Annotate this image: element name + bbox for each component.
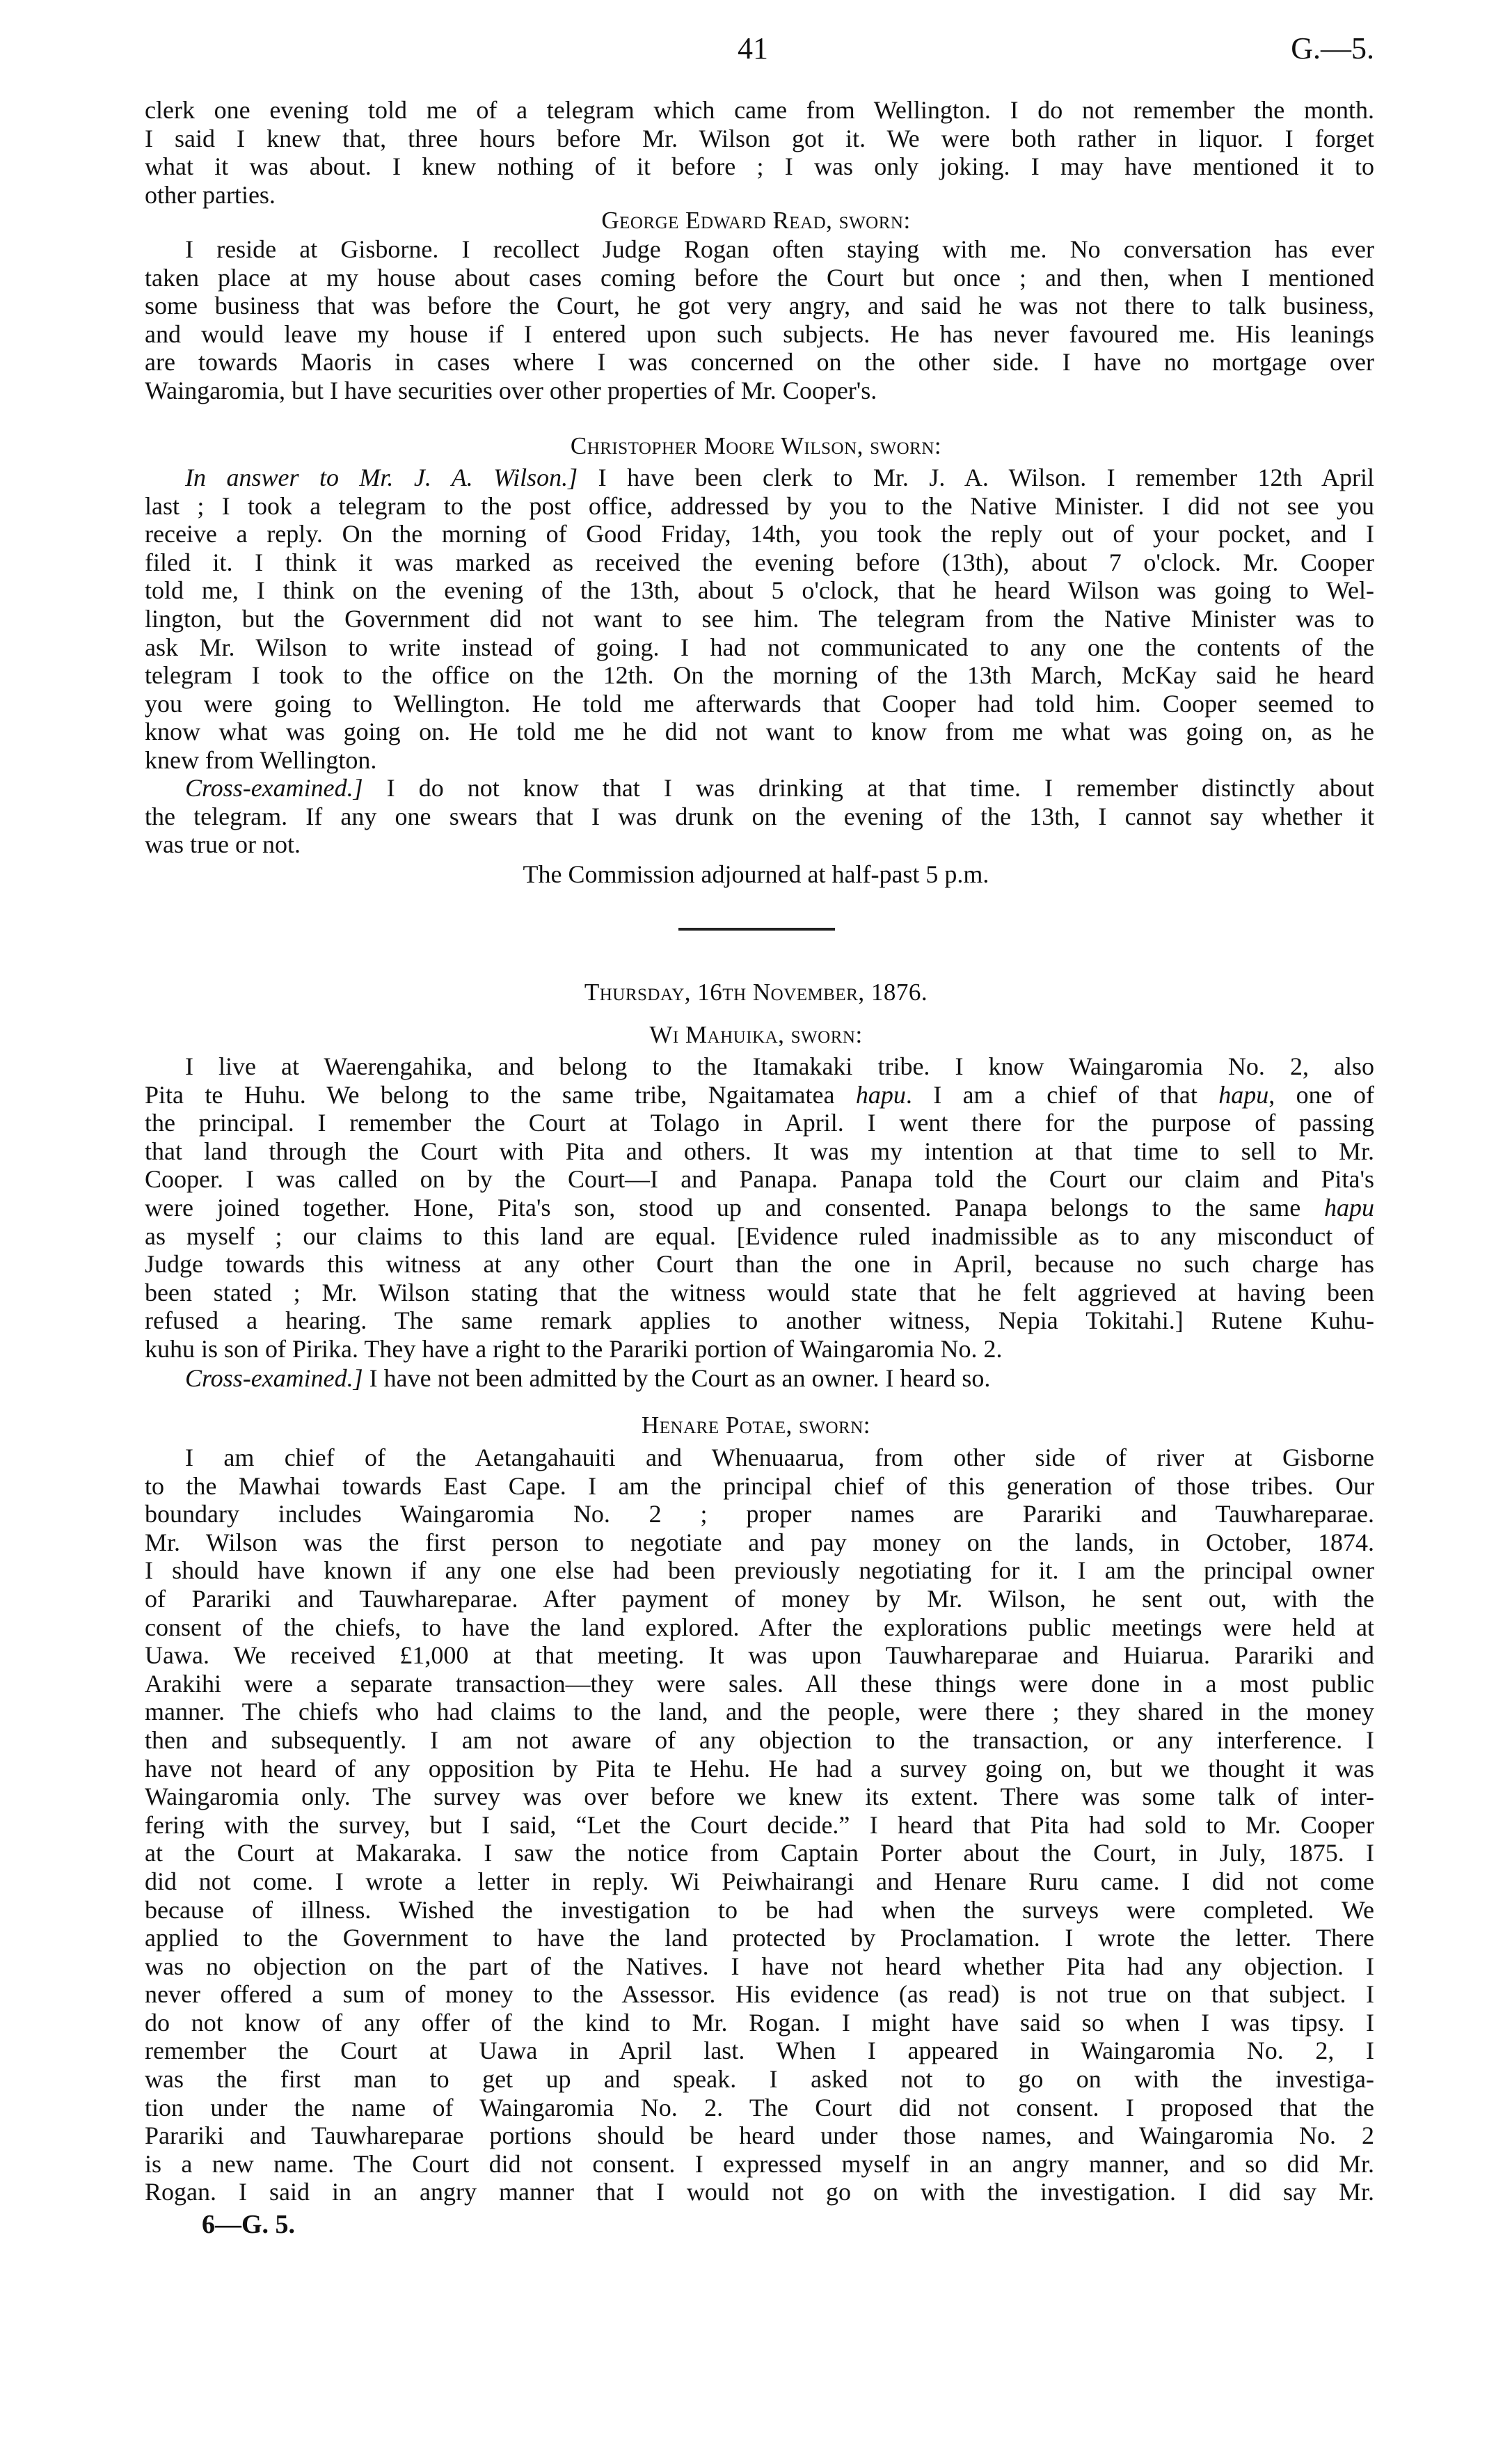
text-line: Uawa. We received £1,000 at that meeting. It was upon Tauwhareparae and Huiarua. Parariki and: [145, 1641, 1374, 1670]
text-line: applied to the Government to have the land protected by Proclamation. I wrote the letter. There: [145, 1924, 1374, 1952]
text-segment: Pita te Huhu. We belong to the same tribe, Ngaitamatea: [145, 1080, 856, 1109]
text-line: [145, 1194, 1374, 1222]
witness-heading-mahuika: Wi Mahuika, sworn:: [649, 1021, 863, 1048]
text-line: tion under the name of Waingaromia No. 2. The Court did not consent. I proposed that the: [145, 2093, 1374, 2121]
text-line: what it was about. I knew nothing of it before ; I was only joking. I may have mentioned it to: [145, 152, 1374, 181]
text-line: I should have known if any one else had been previously negotiating for it. I am the principal owner: [145, 1556, 1374, 1585]
text-line: have not heard of any opposition by Pita te Hehu. He had a survey going on, but we thought it was: [145, 1754, 1374, 1783]
text-line: told me, I think on the evening of the 13th, about 5 o'clock, that he heard Wilson was going to Wel-: [145, 576, 1374, 605]
italic-text: Cross-examined.]: [185, 774, 363, 802]
text-line: Judge towards this witness at any other Court than the one in April, because no such charge has: [145, 1250, 1374, 1279]
text-segment: . I am a chief of that: [905, 1080, 1219, 1109]
text-line: as myself ; our claims to this land are equal. [Evidence ruled inadmissible as to any misconduct of: [145, 1222, 1374, 1250]
text-line: [145, 464, 1374, 492]
witness-heading-read: George Edward Read, sworn:: [601, 207, 911, 234]
text-line: is a new name. The Court did not consent. I expressed myself in an angry manner, and so did Mr.: [145, 2149, 1374, 2178]
italic-text: hapu: [855, 1080, 906, 1109]
page-number: 41: [738, 31, 768, 65]
text-line: manner. The chiefs who had claims to the land, and the people, were there ; they shared in the money: [145, 1698, 1374, 1726]
text-line: remember the Court at Uawa in April last. When I appeared in Waingaromia No. 2, I: [145, 2037, 1374, 2065]
text-line: consent of the chiefs, to have the land explored. After the explorations public meetings were held at: [145, 1613, 1374, 1641]
paragraph: [145, 1444, 1374, 2206]
text-line: was no objection on the part of the Natives. I have not heard whether Pita had any objection. I: [145, 1952, 1374, 1980]
text-line: filed it. I think it was marked as received the evening before (13th), about 7 o'clock. Mr. Cooper: [145, 548, 1374, 576]
text-segment: I do not know that I was drinking at that time. I remember distinctly about: [363, 774, 1374, 802]
document-series: G.—5.: [1291, 31, 1374, 65]
paragraph: [145, 235, 1374, 405]
italic-text: hapu: [1324, 1193, 1374, 1222]
text-line: I live at Waerengahika, and belong to the Itamakaki tribe. I know Waingaromia No. 2, also: [185, 1052, 1374, 1080]
text-line: boundary includes Waingaromia No. 2 ; proper names are Parariki and Tauwhareparae.: [145, 1500, 1374, 1528]
text-line: Waingaromia, but I have securities over other properties of Mr. Cooper's.: [145, 376, 877, 404]
text-line: at the Court at Makaraka. I saw the notice from Captain Porter about the Court, in July, 1875. I: [145, 1839, 1374, 1867]
adjournment-note: The Commission adjourned at half-past 5 p.m.: [523, 860, 989, 888]
text-line: been stated ; Mr. Wilson stating that the witness would state that he felt aggrieved at having been: [145, 1278, 1374, 1306]
text-line: ask Mr. Wilson to write instead of going. I had not communicated to any one the contents of the: [145, 633, 1374, 661]
text-line: taken place at my house about cases coming before the Court but once ; and then, when I mentioned: [145, 263, 1374, 292]
paragraph: [145, 774, 1374, 859]
text-line: fering with the survey, but I said, “Let the Court decide.” I heard that Pita had sold to Mr. Cooper: [145, 1810, 1374, 1839]
text-line: telegram I took to the office on the 12th. On the morning of the 13th March, McKay said he heard: [145, 661, 1374, 690]
text-line: know what was going on. He told me he did not want to know from me what was going on, as he: [145, 718, 1374, 746]
text-line: [145, 1081, 1374, 1109]
italic-text: Cross-examined.]: [185, 1364, 363, 1392]
text-line: lington, but the Government did not want to see him. The telegram from the Native Minister was to: [145, 604, 1374, 633]
text-line: of Parariki and Tauwhareparae. After payment of money by Mr. Wilson, he sent out, with the: [145, 1584, 1374, 1613]
text-line: kuhu is son of Pirika. They have a right to the Parariki portion of Waingaromia No. 2.: [145, 1334, 1003, 1363]
text-line: [145, 774, 1374, 803]
text-line: Mr. Wilson was the first person to negotiate and pay money on the lands, in October, 1874.: [145, 1528, 1374, 1556]
text-line: [145, 1364, 1374, 1393]
text-segment: were joined together. Hone, Pita's son, stood up and consented. Panapa belongs to the same: [145, 1193, 1324, 1222]
date-heading: Thursday, 16th November, 1876.: [584, 979, 928, 1006]
text-segment: , one of: [1268, 1080, 1374, 1109]
text-line: Waingaromia only. The survey was over before we knew its extent. There was some talk of inter-: [145, 1783, 1374, 1811]
text-line: because of illness. Wished the investigation to be had when the surveys were completed. We: [145, 1895, 1374, 1924]
text-line: you were going to Wellington. He told me afterwards that Cooper had told him. Cooper seemed to: [145, 689, 1374, 718]
text-line: was the first man to get up and speak. I asked not to go on with the investiga-: [145, 2065, 1374, 2094]
text-line: then and subsequently. I am not aware of any objection to the transaction, or any interference. I: [145, 1725, 1374, 1754]
text-line: knew from Wellington.: [145, 745, 377, 774]
text-line: some business that was before the Court, he got very angry, and said he was not there to talk business,: [145, 292, 1374, 320]
text-line: the principal. I remember the Court at Tolago in April. I went there for the purpose of passing: [145, 1109, 1374, 1137]
witness-heading-wilson: Christopher Moore Wilson, sworn:: [570, 432, 942, 459]
text-line: I said I knew that, three hours before Mr. Wilson got it. We were both rather in liquor. I forget: [145, 124, 1374, 152]
text-line: last ; I took a telegram to the post office, addressed by you to the Native Minister. I did not see you: [145, 491, 1374, 520]
text-line: did not come. I wrote a letter in reply. Wi Peiwhairangi and Henare Ruru came. I did not come: [145, 1867, 1374, 1895]
italic-text: In answer to Mr. J. A. Wilson.]: [185, 464, 578, 491]
text-line: I am chief of the Aetangahauiti and Whenuaarua, from other side of river at Gisborne: [185, 1444, 1374, 1471]
witness-heading-potae: Henare Potae, sworn:: [642, 1412, 870, 1439]
section-divider: [678, 928, 835, 931]
paragraph: [145, 96, 1374, 209]
paragraph: [145, 464, 1374, 775]
text-line: and would leave my house if I entered upon such subjects. He has never favoured me. His leanings: [145, 319, 1374, 348]
text-line: I reside at Gisborne. I recollect Judge Rogan often staying with me. No conversation has ever: [185, 235, 1374, 263]
text-segment: I have not been admitted by the Court as an owner. I heard so.: [363, 1364, 991, 1392]
text-segment: I have been clerk to Mr. J. A. Wilson. I remember 12th April: [578, 464, 1374, 491]
text-line: clerk one evening told me of a telegram which came from Wellington. I do not remember the month.: [145, 96, 1374, 124]
text-line: refused a hearing. The same remark applies to another witness, Nepia Tokitahi.] Rutene Kuhu-: [145, 1306, 1374, 1335]
text-line: do not know of any offer of the kind to Mr. Rogan. I might have said so when I was tipsy. I: [145, 2008, 1374, 2037]
italic-text: hapu: [1218, 1080, 1269, 1109]
text-line: to the Mawhai towards East Cape. I am the principal chief of this generation of those tribes. Our: [145, 1471, 1374, 1500]
text-line: Parariki and Tauwhareparae portions should be heard under those names, and Waingaromia No. 2: [145, 2121, 1374, 2150]
text-line: Arakihi were a separate transaction—they were sales. All these things were done in a most public: [145, 1669, 1374, 1698]
paragraph: [145, 1052, 1374, 1364]
text-line: other parties.: [145, 180, 276, 209]
text-line: receive a reply. On the morning of Good Friday, 14th, you took the reply out of your pocket, and I: [145, 520, 1374, 548]
paragraph: [145, 1364, 1374, 1393]
text-line: was true or not.: [145, 830, 301, 859]
text-line: that land through the Court with Pita and others. It was my intention at that time to sell to Mr.: [145, 1137, 1374, 1165]
text-line: Cooper. I was called on by the Court—I and Panapa. Panapa told the Court our claim and Pita's: [145, 1165, 1374, 1194]
text-line: Rogan. I said in an angry manner that I would not go on with the investigation. I did say Mr.: [145, 2178, 1374, 2206]
text-line: the telegram. If any one swears that I was drunk on the evening of the 13th, I cannot say whether it: [145, 802, 1374, 830]
text-line: never offered a sum of money to the Assessor. His evidence (as read) is not true on that subject. I: [145, 1980, 1374, 2009]
footer-signature: 6—G. 5.: [202, 2210, 296, 2239]
text-line: are towards Maoris in cases where I was concerned on the other side. I have no mortgage over: [145, 348, 1374, 377]
